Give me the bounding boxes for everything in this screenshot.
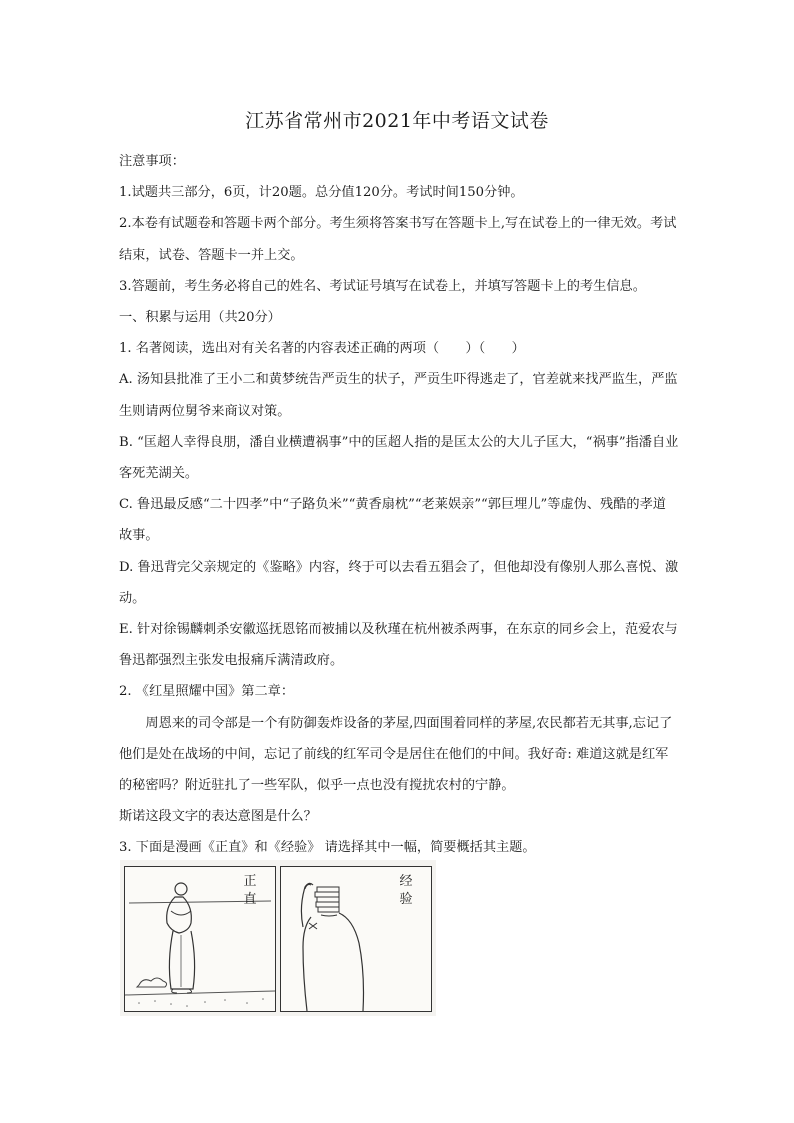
question-1-option-b: B. “匡超人幸得良朋，潘自业横遭祸事”中的匡超人指的是匡太公的大儿子匡大，“祸事”指潘自业客死芜湖关。: [119, 434, 679, 482]
question-1-option-e: E. 针对徐锡麟刺杀安徽巡抚恩铭而被捕以及秋瑾在杭州被杀两事，在东京的同乡会上，范爱农与鲁迅都强烈主张发电报痛斥满清政府。: [119, 622, 678, 669]
section-heading: 一、积累与运用（共20分）: [119, 310, 281, 326]
notes-heading: 注意事项：: [119, 154, 185, 169]
exam-title: 江苏省常州市2021年中考语文试卷: [245, 110, 549, 132]
question-1-option-c: C. 鲁迅最反感“二十四孝”中“子路负米”“黄香扇枕”“老莱娱亲”“郭巨埋儿”等虚伪、残酷的孝道故事。: [119, 497, 666, 544]
question-3-stem: 3. 下面是漫画《正直》和《经验》 请选择其中一幅，简要概括其主题。: [119, 840, 536, 856]
note-item-3: 3.答题前，考生务必将自己的姓名、考试证号填写在试卷上，并填写答题卡上的考生信息。: [119, 278, 646, 294]
note-item-1: 1.试题共三部分，6页，计20题。总分值120分。考试时间150分钟。: [119, 185, 524, 201]
question-1-option-d: D. 鲁迅背完父亲规定的《鉴略》内容，终于可以去看五猖会了，但他却没有像别人那么喜悦、激动。: [119, 559, 679, 606]
cartoon-label-integrity: 正直: [243, 874, 257, 907]
cartoon-label-experience: 经验: [399, 874, 413, 907]
cartoon-image: [120, 860, 436, 1016]
note-item-2: 2.本卷有试题卷和答题卡两个部分。考生须将答案书写在答题卡上,写在试卷上的一律无效。考试结束，试卷、答题卡一并上交。: [119, 216, 677, 263]
question-1-stem: 1. 名著阅读，选出对有关名著的内容表述正确的两项（ ）（ ）: [119, 341, 525, 357]
question-2-question: 斯诺这段文字的表达意图是什么？: [119, 809, 317, 825]
question-2-passage: 周恩来的司令部是一个有防御轰炸设备的茅屋,四面围着同样的茅屋,农民都若无其事,忘记了他们是处在战场的中间，忘记了前线的红军司令是居住在他们的中间。我好奇: 难道这就是红军的秘密吗？附近驻扎了一些军队，似乎一点也没有搅扰农村的宁静。: [119, 715, 673, 794]
question-1-option-a: A. 汤知县批准了王小二和黄梦统告严贡生的状子，严贡生吓得逃走了，官差就来找严监生，严监生则请两位舅爷来商议对策。: [119, 372, 678, 419]
exam-content: [119, 146, 679, 864]
question-2-stem: 2. 《红星照耀中国》第二章：: [119, 684, 295, 700]
cartoon-panel-integrity: [124, 866, 276, 1012]
cartoon-panel-experience: [280, 866, 432, 1012]
